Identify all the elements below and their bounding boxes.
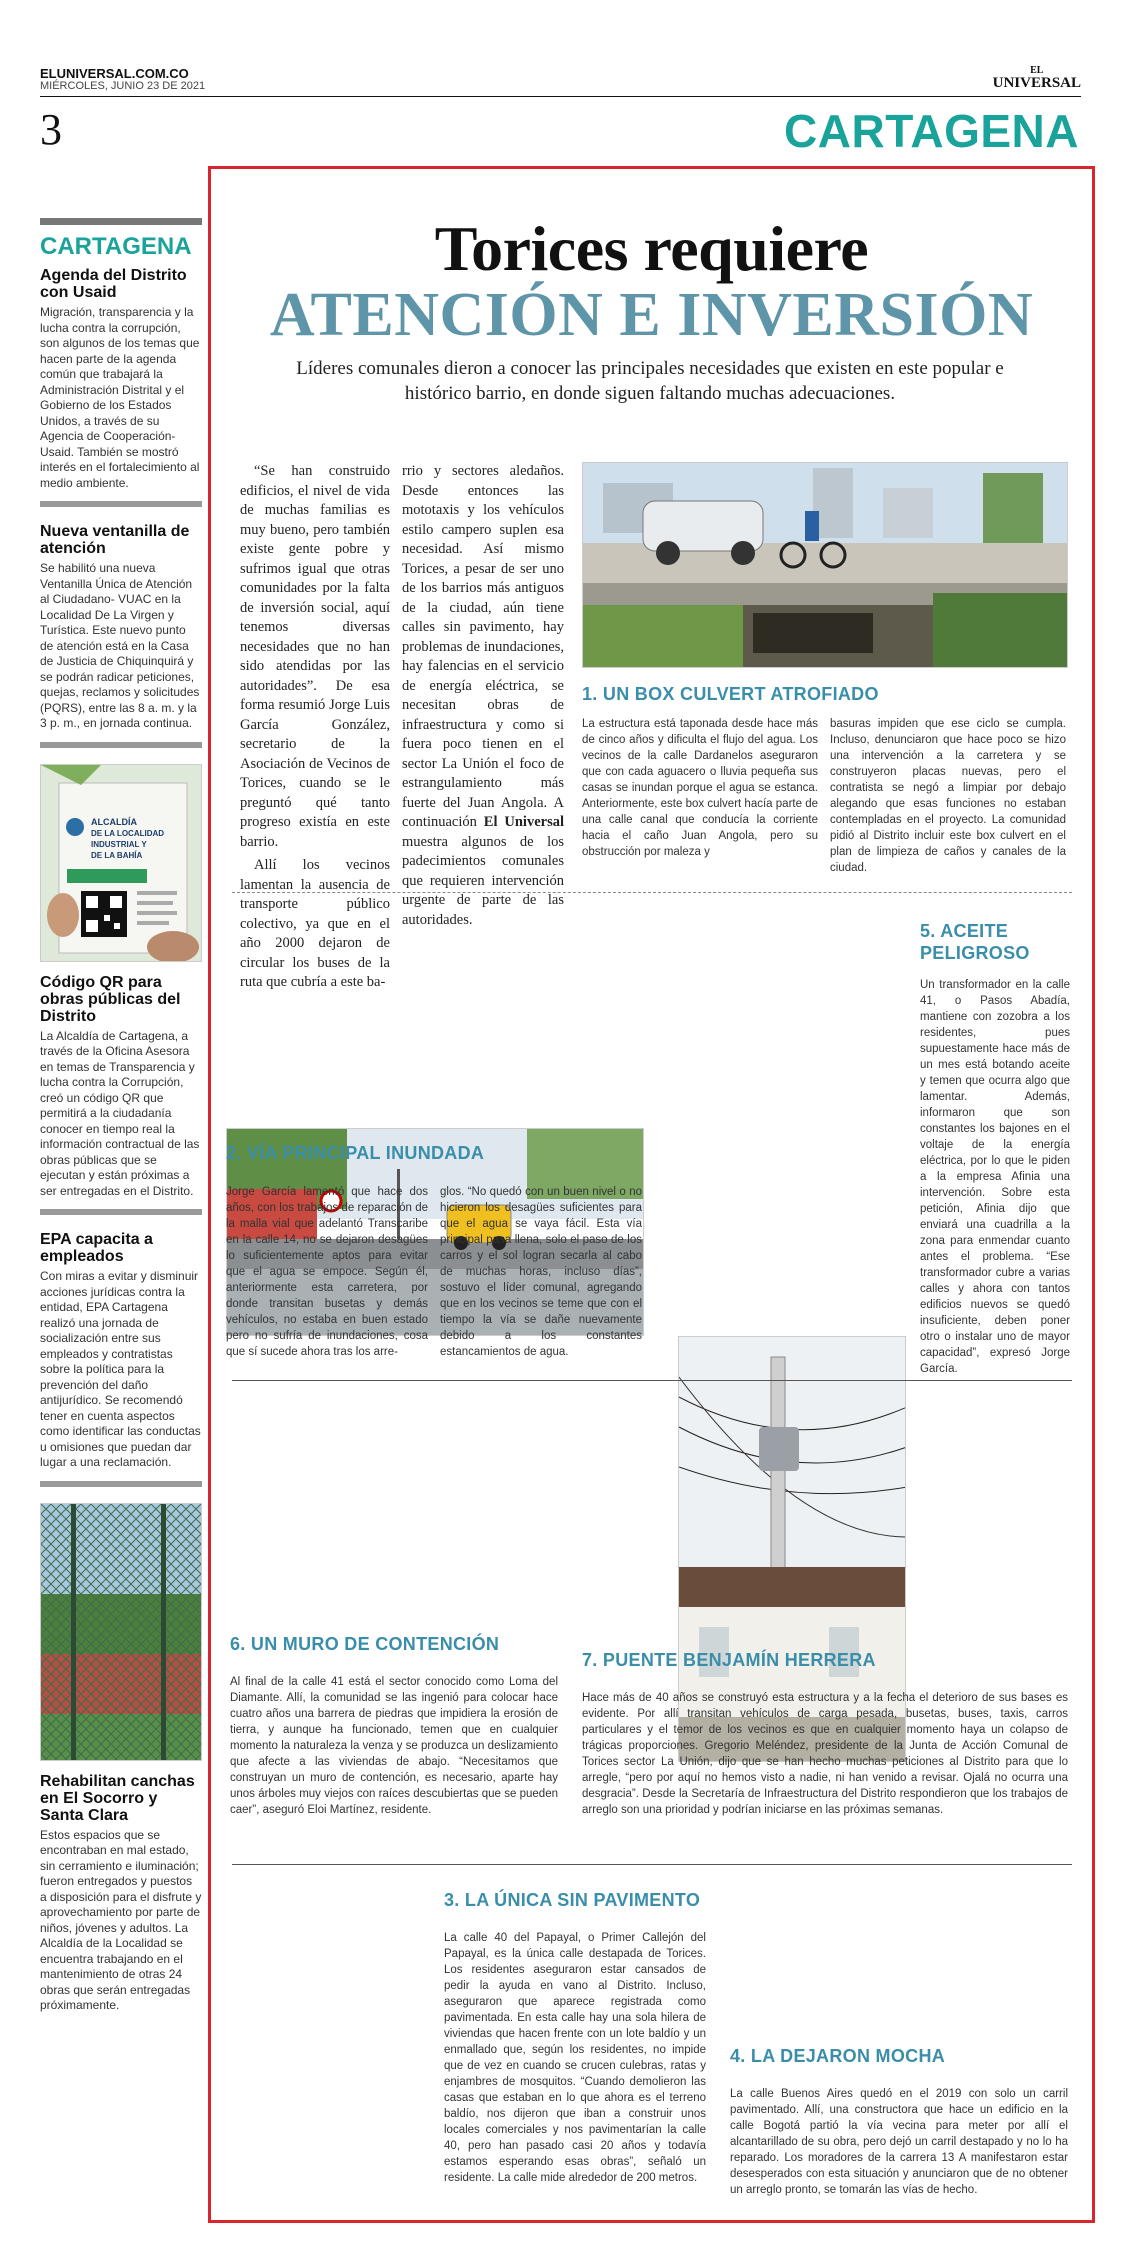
section-5-heading (920, 920, 1030, 964)
article-dek: Líderes comunales dieron a conocer las principales necesidades que existen en este popular e histórico barrio, en donde siguen faltando muchas adecuaciones. (296, 358, 1004, 404)
intro-paragraph: “Se han construido edificios, el nivel de vida de muchas familias es muy bueno, pero también existe gente pobre y sufrimos igual que otras comunidades por la falta de inversión social, aquí tenemos diversas necesidades que no han sido atendidas por las autoridades”. De esa forma resumió Jorge Luis García González, secretario de la Asociación de Vecinos de Torices, cuando se le preguntó qué tanto progreso existía en este barrio. (240, 463, 390, 850)
section-7-text: Hace más de 40 años se construyó esta estructura y a la fecha el deterioro de sus bases es evidente. Por allí transitan vehículos de carga pesada, busetas, buses, taxis, carros particulares y el temor de los vecinos es que en cualquier momento haya un colapso de trágicas proporciones. Gregorio Meléndez, presidente de la Junta de Acción Comunal de Torices sector La Unión, dijo que se han hecho muchas peticiones al Distrito para que lo arregle, “pero por aquí no hemos visto a nadie, ni han venido a revisar. Ojalá no ocurra una desgracia”. Desde la Secretaría de Infraestructura del Distrito respondieron que los trabajos de arreglo son una prioridad y podrían iniciarse en las próximas semanas. (582, 1692, 1068, 1816)
section-1-text-col1: La estructura está taponada desde hace más de cinco años y dificulta el flujo del agua. Los vecinos de la calle Dardanelos aseguraron que con cada aguacero o lluvia pequeña sus casas se inundan porque el agua se estanca. Anteriormente, este box culvert hacía parte de una calle canal que conducía la corriente hacia el caño Juan Angola, pero su obstrucción por maleza y (582, 718, 818, 858)
sidebar-item-text: Estos espacios que se encontraban en mal estado, sin cerramiento e iluminación; fueron entregados y puestos a disposición para el disfrute y aprovechamiento por parte de niños, jóvenes y adultos. La Alcaldía de la Localidad se encuentra trabajando en el mantenimiento de otras 24 obras que serán entregadas próximamente. (40, 1827, 202, 2012)
publication-date: MIÉRCOLES, JUNIO 23 DE 2021 (40, 80, 206, 92)
divider (232, 1380, 1072, 1381)
section-1-heading: 1. UN BOX CULVERT ATROFIADO (582, 684, 879, 704)
sidebar-separator (40, 1209, 202, 1215)
logo-top: EL (1030, 65, 1044, 76)
intro-paragraph-end: muestra algunos de los padecimientos comunales que requieren intervención urgente de parte de las autoridades. (402, 833, 564, 928)
sidebar-item-text: La Alcaldía de Cartagena, a través de la Oficina Asesora en temas de Transparencia y lucha contra la Corrupción, creó un código QR que permitirá a la ciudadanía conocer en tiempo real la información contractual de las obras públicas que se ejecutan y están próximas a ser entregadas en el Distrito. (40, 1028, 200, 1198)
section-6-heading: 6. UN MURO DE CONTENCIÓN (230, 1634, 500, 1654)
section-2-text-col2: glos. “No quedó con un buen nivel o no hicieron los desagües suficientes para que el agua se vaya fácil. Esta vía principal pasa llena, solo el paso de los carros y el sol logran secarla al cabo de muchas horas, incluso días”, sostuvo el líder comunal, agregando que en los vecinos se teme que con el tiempo la vía se dañe nuevamente debido a los constantes estancamientos de agua. (440, 1186, 642, 1358)
section-3-heading: 3. LA ÚNICA SIN PAVIMENTO (444, 1890, 701, 1910)
section-1-text-col2: basuras impiden que ese ciclo se cumpla. Incluso, denunciaron que hace poco se hizo una intervención a la carretera y se construyeron placas nuevas, pero el contratista se negó a limpiar por debajo alegando que esas funciones no estaban contempladas en el proyecto. La comunidad pidió al Distrito incluir este box culvert en el plan de limpieza de caños y canales de la ciudad. (830, 718, 1066, 874)
section-6-text: Al final de la calle 41 está el sector conocido como Loma del Diamante. Allí, la comunidad se las ingenió para colocar hace cuatro años una barrera de piedras que impidiera la erosión de tierra, y aunque ha funcionado, temen que en cualquier momento la naturaleza la venza y se produzca un deslizamiento que afecte a las viviendas de abajo. “Necesitamos que construyan un muro de contención, es necesario, aparte hay unos árboles muy viejos con raíces descubiertas que se pueden caer”, aseguró Eloi Martínez, residente. (230, 1676, 558, 1816)
newspaper-logo (993, 64, 1081, 90)
page-number: 3 (40, 105, 62, 154)
qr-poster-photo (40, 764, 202, 962)
box-culvert-photo (582, 462, 1068, 668)
section-3-text: La calle 40 del Papayal, o Primer Callejón del Papayal, es la única calle destapada de Torices. Los residentes aseguraron estar cansados de pedir la ayuda en vano al Distrito. Incluso, aseguraron que aparece registrada como pavimentada. En esta calle hay una sola hilera de viviendas que hacen frente con un lote baldío y un enmallado que, según los residentes, no impide que de vez en cuando se crucen culebras, ratas y enjambres de mosquitos. “Cuando demolieron las casas que estaban en lo que ahora es el terreno baldío, nos dijeron que iban a construir unos locales comerciales y nos pavimentarían la calle 40, pero han pasado casi 20 años y todavía estamos esperando esas obras”, señaló un residente. La calle mide alrededor de 200 metros. (444, 1932, 706, 2184)
poster-line4: DE LA BAHÍA (91, 850, 143, 860)
section-2-heading: 2. VÍA PRINCIPAL INUNDADA (226, 1143, 485, 1163)
intro-paragraph: rrio y sectores aledaños. Desde entonces las mototaxis y los vehículos estilo campero suplen esa necesidad. Así mismo Torices, a pesar de ser uno de los barrios más antiguos de la ciudad, aún tiene calles sin pavimento, hay problemas de inundaciones, hay falencias en el servicio de energía eléctrica, se necesitan obras de infraestructura y como si fuera poco tienen en el sector La Unión el foco de estrangulamiento más fuerte del Juan Angola. A continuación (402, 463, 564, 830)
sidebar-item-text: Se habilitó una nueva Ventanilla Única de Atención al Ciudadano- VUAC en la Localidad De La Virgen y Turística. Este nuevo punto de atención está en la Casa de Justicia de Chiquinquirá y se podrán radicar peticiones, quejas, reclamos y solicitudes (PQRS), entre las 8 a. m. y la 3 p. m., en jornada continua. (40, 561, 200, 730)
sidebar-separator (40, 501, 202, 507)
site-url: ELUNIVERSAL.COM.CO (40, 66, 189, 81)
sidebar-item-text: Con miras a evitar y disminuir acciones jurídicas contra la entidad, EPA Cartagena realizó una jornada de socialización entre sus empleados y contratistas sobre la política para la prevención del daño antijurídico. Se recomendó tener en cuenta aspectos como identificar las conductas u omisiones que puedan dar lugar a una reclamación. (40, 1269, 201, 1469)
sidebar (40, 218, 202, 2014)
sidebar-separator (40, 1481, 202, 1487)
sidebar-item-text: Migración, transparencia y la lucha contra la corrupción, son algunos de los temas que hacen parte de la agenda común que trabajará la Administración Distrital y el Gobierno de los Estados Unidos, a través de su Agencia de Cooperación-Usaid. También se mostró interés en el fortalecimiento al medio ambiente. (40, 305, 200, 490)
poster-line1: ALCALDÍA (91, 816, 137, 827)
poster-line2: DE LA LOCALIDAD (91, 828, 165, 838)
intro-column-1 (240, 462, 390, 997)
sidebar-separator (40, 742, 202, 748)
intro-paragraph: Allí los vecinos lamentan la ausencia de transporte público colectivo, ya que en el año 2000 dejaron de circular los buses de la ruta que cubría a este ba- (240, 857, 390, 990)
section-4-text: La calle Buenos Aires quedó en el 2019 con solo un carril pavimentado. Allí, una constructora que hace un edificio en la calle Bogotá partió la vía vecina para meter por allí el alcantarillado de su obra, pero dejó un carril destapado y no lo ha reparado. Los moradores de la carrera 13 A manifestaron estar desesperados con esta situación y anunciaron que de no obtener un arreglo pronto, se tomarán las vías de hecho. (730, 2088, 1068, 2196)
sidebar-item-head: Rehabilitan canchas en El Socorro y Santa Clara (40, 1772, 195, 1824)
divider (232, 1864, 1072, 1865)
section-5-text: Un transformador en la calle 41, o Pasos Abadía, mantiene con zozobra a los residentes, pues supuestamente hace más de un mes está botando aceite y temen que ocurra algo que lamentar. Además, informaron que son constantes los bajones en el voltaje de la energía eléctrica, por lo que le piden a la empresa Afinia una intervención. Sobre esta petición, Afinia dijo que enviará una cuadrilla a la zona para enmendar cuanto antes el problema. “Ese transformador cubre a varias calles y ahora con tantos edificios nuevos se quedó insuficiente, deben poner otro o instalar uno de mayor capacidad”, expresó Jorge García. (920, 979, 1070, 1375)
section-7-heading: 7. PUENTE BENJAMÍN HERRERA (582, 1650, 876, 1670)
section-5-heading-line2: PELIGROSO (920, 943, 1030, 963)
section-2-text-col1: Jorge García lamentó que hace dos años, con los trabajos de reparación de la malla vial que adelantó Transcaribe en la calle 14, no se dejaron desagües lo suficientemente aptos para evitar que el agua se empoce. Según él, anteriormente esta carretera, por donde transitan busetas y demás vehículos, no estaba en buen estado pero no sufría de inundaciones, cosa que sí sucede ahora tras los arre- (226, 1186, 428, 1358)
sidebar-item-head: Nueva ventanilla de atención (40, 523, 190, 557)
section-4-heading: 4. LA DEJARON MOCHA (730, 2046, 946, 2066)
headline-top: Torices requiere (434, 213, 869, 284)
sidebar-item-head: EPA capacita a empleados (40, 1231, 153, 1265)
sports-court-photo (40, 1503, 202, 1761)
intro-column-2 (402, 462, 564, 930)
sidebar-item-head: Agenda del Distrito con Usaid (40, 267, 187, 301)
sidebar-top-rule (40, 218, 202, 225)
masthead-rule (40, 96, 1081, 97)
sidebar-item-head: Código QR para obras públicas del Distrito (40, 973, 181, 1025)
logo-bottom: UNIVERSAL (992, 75, 1081, 91)
poster-line3: INDUSTRIAL Y (91, 839, 147, 849)
headline-bottom: ATENCIÓN E INVERSIÓN (269, 281, 1034, 349)
section-name: CARTAGENA (784, 105, 1079, 157)
divider (232, 892, 1072, 893)
sidebar-title: CARTAGENA (40, 233, 192, 260)
intro-bold: El Universal (483, 814, 564, 830)
section-5-heading-line1: 5. ACEITE (920, 921, 1009, 941)
